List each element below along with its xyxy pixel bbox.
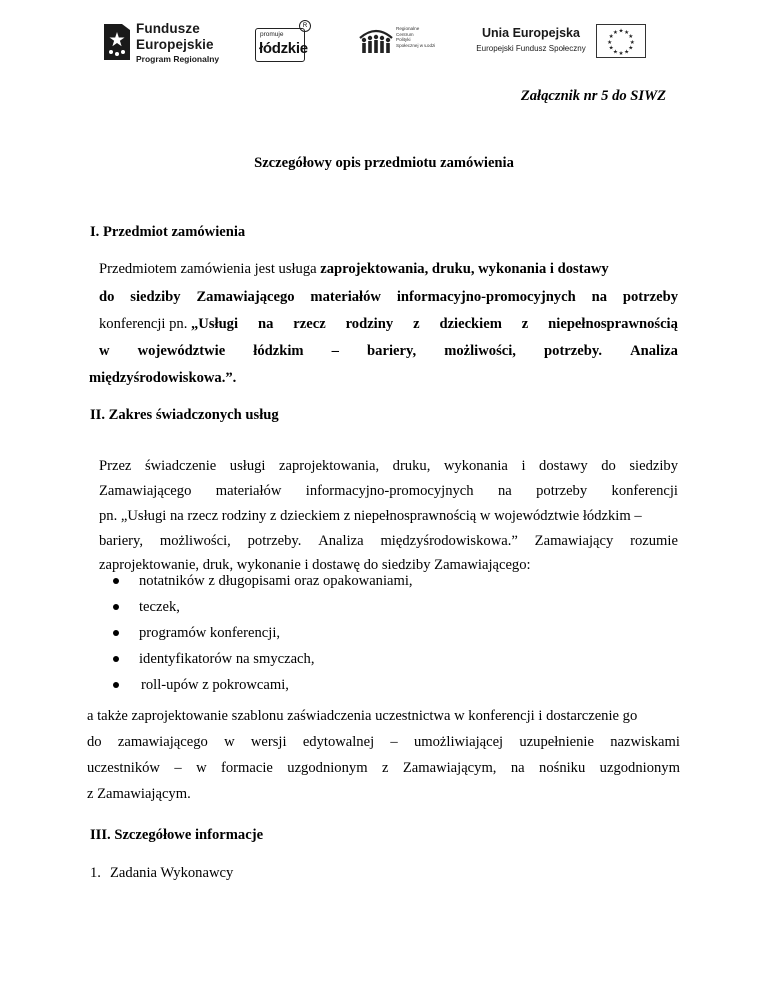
rcps-logo-line: Regionalne: [396, 26, 420, 31]
bullet-icon: [113, 656, 119, 662]
word: wykonania: [443, 458, 508, 474]
rcps-logo-line: Polityki: [396, 37, 411, 43]
rcps-people-icon: [358, 26, 394, 56]
list-item-text: teczek,: [139, 599, 180, 615]
paragraph-line: [99, 457, 678, 475]
word: możliwości,: [444, 343, 516, 359]
word: w: [99, 343, 110, 359]
lodzkie-logo-small: promuje: [260, 31, 284, 38]
word: materiałów: [215, 483, 282, 499]
word: zamawiającego: [117, 734, 208, 750]
attachment-label: Załącznik nr 5 do SIWZ: [520, 88, 666, 104]
eu-funds-star-icon: [102, 22, 132, 62]
word: konferencji: [611, 483, 678, 499]
word: do: [87, 734, 102, 750]
item-text: Zadania Wykonawcy: [110, 865, 234, 881]
numbered-item: [90, 864, 233, 882]
svg-text:★: ★: [628, 34, 634, 41]
word: dostawy: [539, 458, 588, 474]
paragraph-line: [99, 482, 678, 500]
svg-text:★: ★: [608, 45, 614, 52]
word: uzupełnienie: [519, 734, 594, 750]
section-heading: III. Szczegółowe informacje: [90, 827, 264, 843]
word: siedziby: [629, 458, 678, 474]
word: na: [257, 316, 274, 332]
word: z: [381, 760, 389, 776]
word: „Usługi: [191, 316, 239, 332]
word: świadczenie: [144, 458, 217, 474]
word: województwie: [137, 343, 226, 359]
word: na: [591, 289, 607, 305]
word: zaprojektowania,: [279, 458, 380, 474]
word: Zamawiającego: [196, 289, 295, 305]
fundusze-europejskie-logo: [100, 18, 240, 66]
svg-text:★: ★: [629, 39, 635, 46]
logo-header: [100, 18, 680, 68]
word: potrzeby.: [247, 533, 302, 549]
word: rodziny: [345, 316, 394, 332]
svg-text:★: ★: [608, 34, 614, 41]
word: Zamawiającym,: [402, 760, 497, 776]
list-item-text: identyfikatorów na smyczach,: [139, 651, 315, 667]
word: uzgodnionym: [599, 760, 680, 776]
word: w: [224, 734, 235, 750]
bullet-icon: [113, 604, 119, 610]
word: potrzeby: [622, 289, 678, 305]
word: druku,: [392, 458, 431, 474]
word: bariery,: [367, 343, 417, 359]
svg-text:★: ★: [612, 30, 618, 37]
paragraph-line: [99, 342, 678, 360]
paragraph-line: [87, 759, 680, 777]
word: edytowalnej: [302, 734, 375, 750]
unia-europejska-logo: [468, 24, 678, 64]
word: umożliwiającej: [413, 734, 504, 750]
registered-mark-icon: R: [299, 20, 311, 32]
word: dzieckiem: [439, 316, 502, 332]
word: informacyjno-promocyjnych: [305, 483, 474, 499]
word: Zamawiającego: [99, 483, 192, 499]
word: międzyśrodowiskowa.”: [380, 533, 518, 549]
paragraph-line: a także zaprojektowanie szablonu zaświadczenia uczestnictwa w konferencji i dostarczenie go: [87, 708, 638, 724]
section-heading: II. Zakres świadczonych usług: [90, 407, 279, 423]
rcps-logo-line: Centrum: [396, 31, 414, 37]
item-number: 1.: [90, 865, 101, 881]
word: Analiza: [318, 533, 364, 549]
word: bariery,: [99, 533, 144, 549]
rcps-lodz-logo: [358, 26, 438, 62]
word: Przez: [99, 458, 132, 474]
bold-text-span: [191, 315, 678, 333]
word: rzecz: [293, 316, 326, 332]
word: materiałów: [310, 289, 381, 305]
bullet-icon: [113, 578, 119, 584]
svg-text:★: ★: [618, 51, 624, 58]
svg-text:★: ★: [607, 39, 613, 46]
section-heading: I. Przedmiot zamówienia: [90, 224, 246, 240]
word: wersji: [250, 734, 287, 750]
word: na: [510, 760, 525, 776]
word: niepełnosprawnością: [548, 316, 678, 332]
word: Analiza: [630, 343, 678, 359]
word: –: [174, 760, 182, 776]
word: z: [521, 316, 529, 332]
word: na: [497, 483, 512, 499]
word: usługi: [229, 458, 266, 474]
word: w: [196, 760, 207, 776]
word: łódzkim: [253, 343, 304, 359]
svg-text:★: ★: [618, 28, 624, 35]
paragraph-line: [99, 532, 678, 550]
word: do: [99, 289, 115, 305]
paragraph-line: zaprojektowanie, druk, wykonanie i dostawę do siedziby Zamawiającego:: [99, 557, 531, 573]
word: potrzeby.: [544, 343, 602, 359]
text-span: Przedmiotem zamówienia jest usługa: [99, 261, 321, 277]
list-item-text: roll-upów z pokrowcami,: [141, 677, 289, 693]
word: uzgodnionym: [287, 760, 368, 776]
paragraph-line: [99, 288, 678, 306]
bold-text-span: zaprojektowania, druku, wykonania i dostawy: [320, 261, 609, 277]
svg-text:★: ★: [628, 45, 634, 52]
promuje-lodzkie-logo: [253, 20, 311, 62]
word: formacie: [221, 760, 273, 776]
list-item-text: notatników z długopisami oraz opakowaniami,: [139, 573, 413, 589]
bullet-icon: [113, 682, 119, 688]
document-title: Szczegółowy opis przedmiotu zamówienia: [254, 155, 514, 171]
word: potrzeby: [536, 483, 588, 499]
paragraph-line: [87, 733, 680, 751]
eu-flag-icon: [596, 24, 646, 58]
word: informacyjno-promocyjnych: [396, 289, 576, 305]
paragraph-line: pn. „Usługi na rzecz rodziny z dzieckiem z niepełnosprawnością w województwie łódzkim –: [99, 508, 642, 524]
word: nazwiskami: [610, 734, 680, 750]
list-item-text: programów konferencji,: [139, 625, 281, 641]
rcps-logo-line: Społecznej w Łodzi: [396, 42, 436, 48]
word: –: [390, 734, 398, 750]
word: –: [331, 343, 339, 359]
word: Zamawiający: [534, 533, 614, 549]
word: siedziby: [130, 289, 181, 305]
lodzkie-logo-big: łódzkie: [259, 40, 308, 57]
word: do: [601, 458, 616, 474]
paragraph-line: [99, 260, 678, 278]
word: nośniku: [539, 760, 586, 776]
text-span: konferencji pn.: [99, 316, 191, 332]
ue-logo-title: Unia Europejska: [482, 26, 580, 40]
paragraph-line: z Zamawiającym.: [87, 786, 191, 802]
bullet-icon: [113, 630, 119, 636]
fe-logo-line3: Program Regionalny: [136, 54, 220, 64]
paragraph-line: [99, 315, 678, 333]
fe-logo-line1: Fundusze: [136, 21, 200, 36]
svg-text:★: ★: [624, 49, 630, 56]
word: z: [413, 316, 420, 332]
svg-text:★: ★: [624, 30, 630, 37]
word: i: [521, 458, 526, 474]
word: uczestników: [87, 760, 160, 776]
paragraph-line: międzyśrodowiskowa.”.: [89, 370, 237, 386]
word: rozumie: [630, 533, 678, 549]
ue-logo-subtitle: Europejski Fundusz Społeczny: [476, 44, 586, 53]
word: możliwości,: [159, 533, 231, 549]
lodzkie-logo-box: [255, 28, 308, 62]
svg-text:★: ★: [612, 49, 618, 56]
fe-logo-line2: Europejskie: [136, 36, 214, 52]
